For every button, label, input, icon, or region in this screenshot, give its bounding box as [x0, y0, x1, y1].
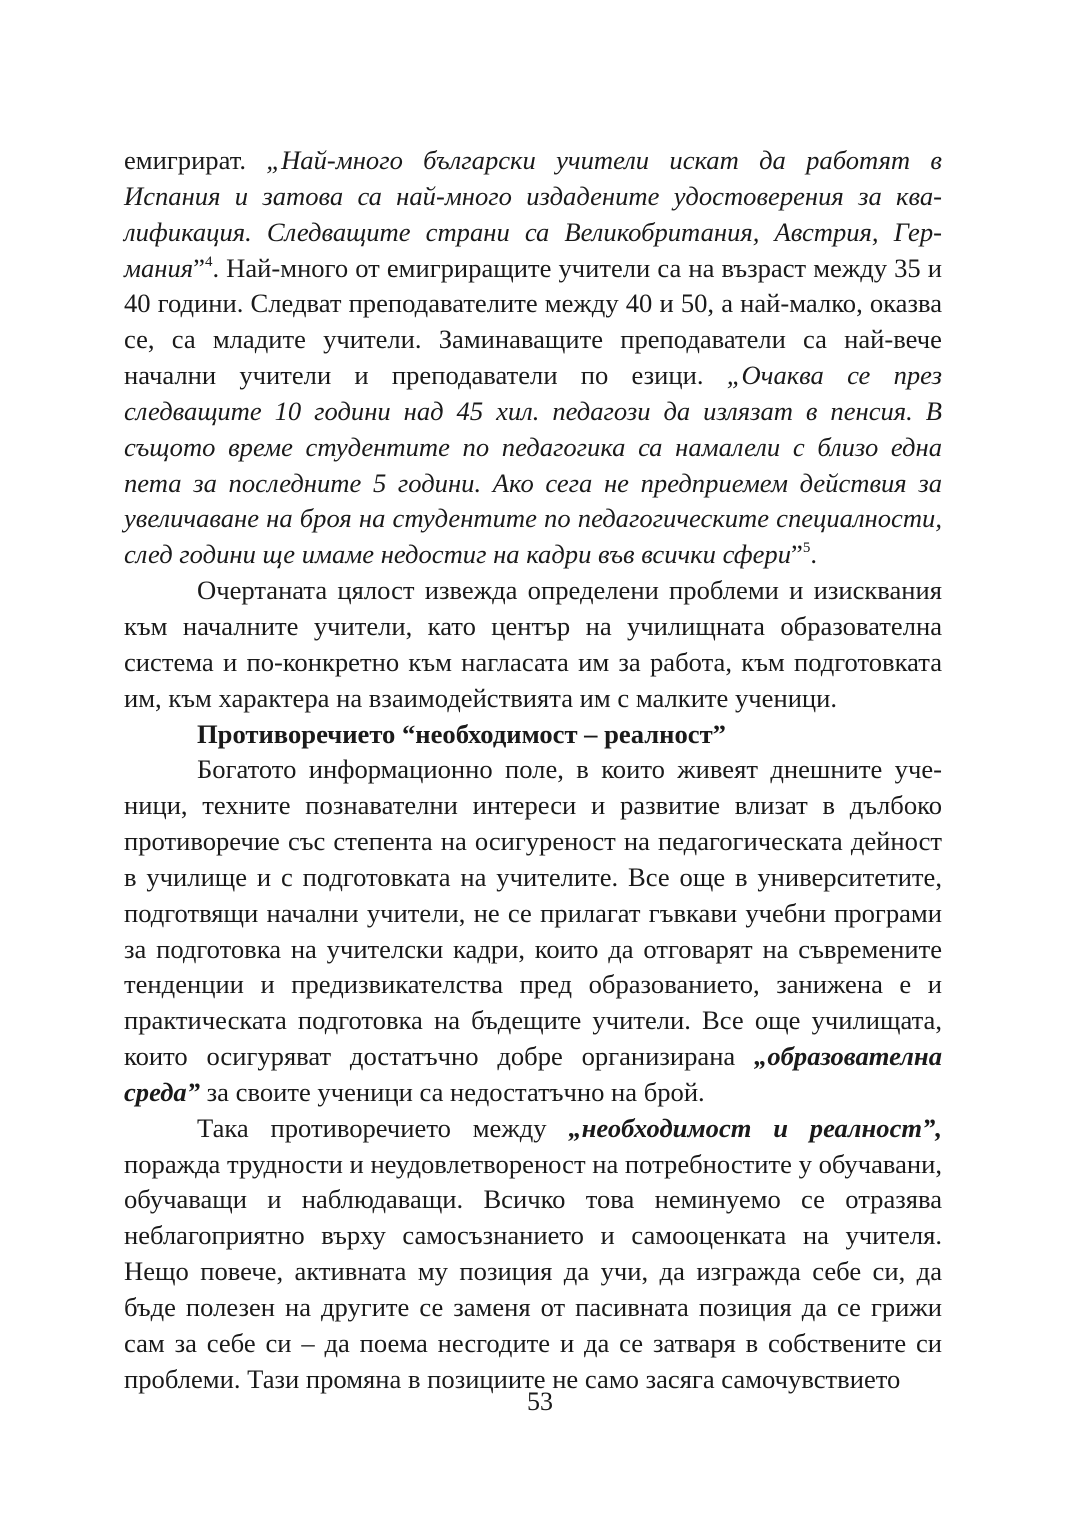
section-heading: Противоречието “необходимост – реалност”: [197, 718, 726, 749]
paragraph-text: .: [810, 539, 817, 570]
quote-close-mark: ”: [791, 539, 803, 570]
emphasis-bold-italic: „образователна среда”: [124, 1041, 942, 1107]
paragraph-emigration: [124, 143, 942, 573]
footnote-ref-5[interactable]: 5: [802, 540, 811, 557]
paragraph-text: поражда трудности и неудовлетвореност на потребностите у обучавани, обучаващи и наблюдаващи. Всичко това неминуемо се отразява неблагоприятно върху самосъзнанието и самооценката на учителя. Нещо повече, активната му позиция да учи, да изгражда себе си, да бъде полезен на другите се заменя от пасивната позиция да се грижи сам за себе си – да поема несгодите и да се затваря в собствените си проблеми. Тази промяна в позициите не само засяга самочувствието: [124, 1148, 942, 1394]
paragraph-text: за своите ученици са недостатъчно на брой.: [200, 1076, 705, 1107]
emphasis-bold-italic: „необходимост и реалност”,: [568, 1112, 942, 1143]
body-text: [124, 143, 942, 1398]
paragraph-information-field: [124, 752, 942, 1110]
page-number: 53: [527, 1387, 553, 1416]
footnote-ref-4[interactable]: 4: [204, 253, 213, 270]
quote-italic: „Очаква се през следващите 10 години над 45 хил. педагози да излязат в пенсия. В същото време студентите по педагогика са намалели с близо една пета за последните 5 години. Ако сега не предприемем действия за увеличаване на броя на студентите по педагогическите специалности, след години ще имаме недостиг на кадри във всички сфери: [124, 360, 942, 570]
paragraph-contradiction: [124, 1111, 942, 1398]
paragraph-problems: Очертаната цялост извежда определени проблеми и изисквания към началните учители, като център на училищната образователна система и по-конкретно към нагласата им за работа, към подготовката им, към характера на взаимодействията им с малките ученици.: [124, 575, 942, 713]
paragraph-text: Богатото информационно поле, в които живеят днешните ученици, техните познавателни интереси и развитие влизат в дълбоко противоречие със степента на осигуреност на педагогическата дейност в училище и с подготовката на учителите. Все още в университетите, подготвящи начални учители, не се прилагат гъвкави учебни програми за подготовка на учителски кадри, които да отговарят на съвремените тенденции и предизвикателства пред образованието, занижена е и практическата подготовка на бъдещите учители. Все още училищата, които осигуряват достатъчно добре организирана: [124, 754, 942, 1072]
paragraph-text: . Най-много от емигриращите учители са на възраст между 35 и 40 години. Следват преподавателите между 40 и 50, а най-малко, оказва се, са младите учители. Заминаващите преподаватели са най-вече начални учители и преподаватели по езици.: [124, 252, 942, 391]
paragraph-text: емигрират.: [124, 145, 267, 175]
quote-italic: „Най-много български учители искат да работят в Испания и затова са най-много издадените удостоверения за квалификация. Следващите страни са Великобритания, Австрия, Германия: [124, 145, 942, 283]
quote-close-mark: ”: [193, 252, 205, 283]
paragraph-text: Така противоречието между: [197, 1112, 569, 1143]
